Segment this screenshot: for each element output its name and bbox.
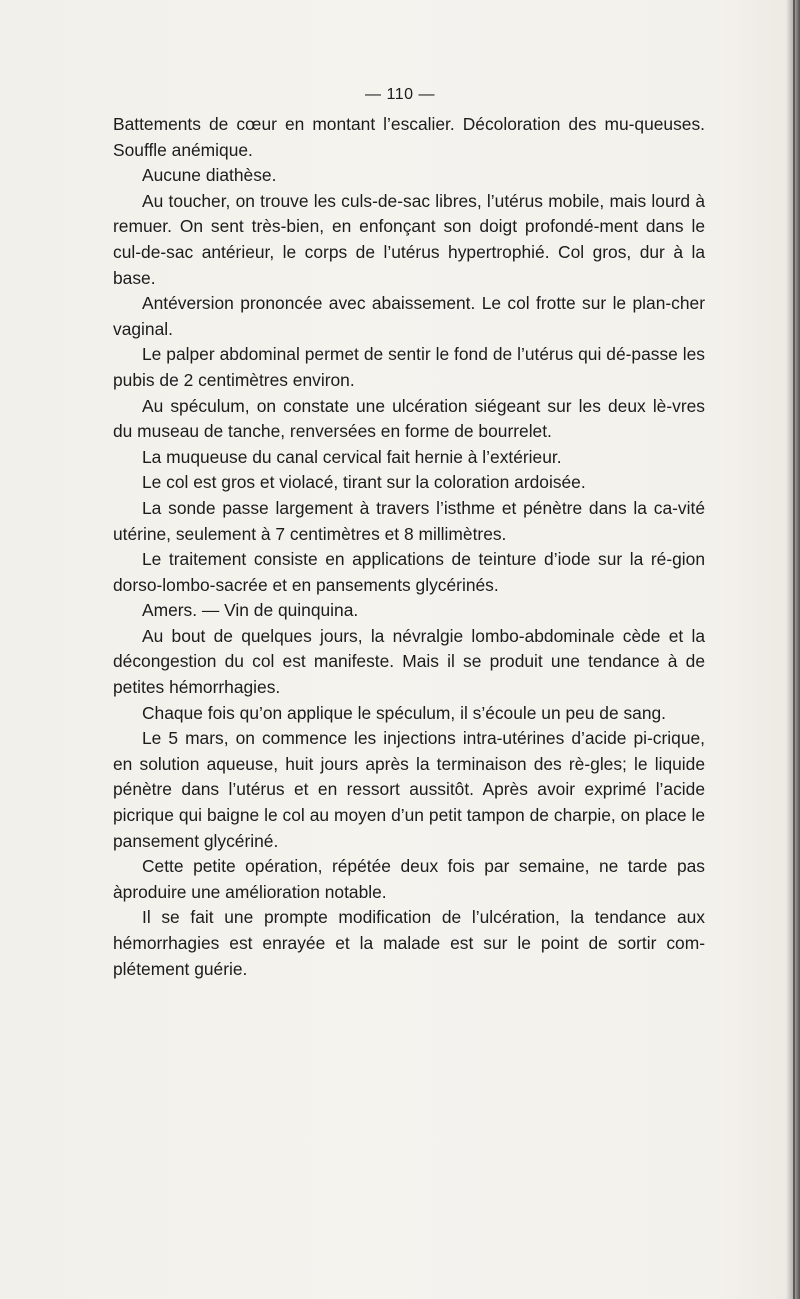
paragraph: Cette petite opération, répétée deux fois par semaine, ne tarde pas àproduire une amélioration notable.	[113, 856, 705, 902]
paragraph: Le traitement consiste en applications de teinture d’iode sur la ré-gion dorso-lombo-sacrée et en pansements glycérinés.	[113, 549, 705, 595]
paragraph: Aucune diathèse.	[142, 165, 277, 186]
page-edge-line	[793, 0, 795, 1299]
paragraph: Amers. — Vin de quinquina.	[142, 600, 359, 621]
paragraph: Battements de cœur en montant l’escalier. Décoloration des mu-queuses. Souffle anémique.	[113, 114, 705, 160]
paragraph: Au toucher, on trouve les culs-de-sac libres, l’utérus mobile, mais lourd à remuer. On sent très-bien, en enfonçant son doigt profondé-ment dans le cul-de-sac antérieur, le corps de l’utérus hypertrophié. Col gros, dur à la base.	[113, 190, 705, 288]
paragraph: Chaque fois qu’on applique le spéculum, il s’écoule un peu de sang.	[142, 702, 667, 723]
page-number: — 110 —	[365, 86, 435, 103]
paragraph: La muqueuse du canal cervical fait hernie à l’extérieur.	[142, 446, 562, 467]
paragraph: Le col est gros et violacé, tirant sur la coloration ardoisée.	[142, 472, 586, 493]
paragraph: Le 5 mars, on commence les injections intra-utérines d’acide pi-crique, en solution aqueuse, huit jours après la terminaison des rè-gles; le liquide pénètre dans l’utérus et en ressort aussitôt. Après avoir exprimé l’acide picrique qui baigne le col au moyen d’un petit tampon de charpie, on place le pansement glycériné.	[113, 728, 705, 851]
body-text	[113, 112, 705, 982]
paragraph: Le palper abdominal permet de sentir le fond de l’utérus qui dé-passe les pubis de 2 centimètres environ.	[113, 344, 705, 390]
paragraph: Il se fait une prompte modification de l’ulcération, la tendance aux hémorrhagies est enrayée et la malade est sur le point de sortir com-plétement guérie.	[113, 907, 705, 979]
paragraph: Au bout de quelques jours, la névralgie lombo-abdominale cède et la décongestion du col est manifeste. Mais il se produit une tendance à de petites hémorrhagies.	[113, 625, 705, 698]
paragraph: Au spéculum, on constate une ulcération siégeant sur les deux lè-vres du museau de tanche, renversées en forme de bourrelet.	[113, 395, 705, 442]
paragraph: Antéversion prononcée avec abaissement. Le col frotte sur le plan-cher vaginal.	[113, 293, 705, 339]
paragraph: La sonde passe largement à travers l’isthme et pénètre dans la ca-vité utérine, seulement à 7 centimètres et 8 millimètres.	[113, 497, 705, 544]
